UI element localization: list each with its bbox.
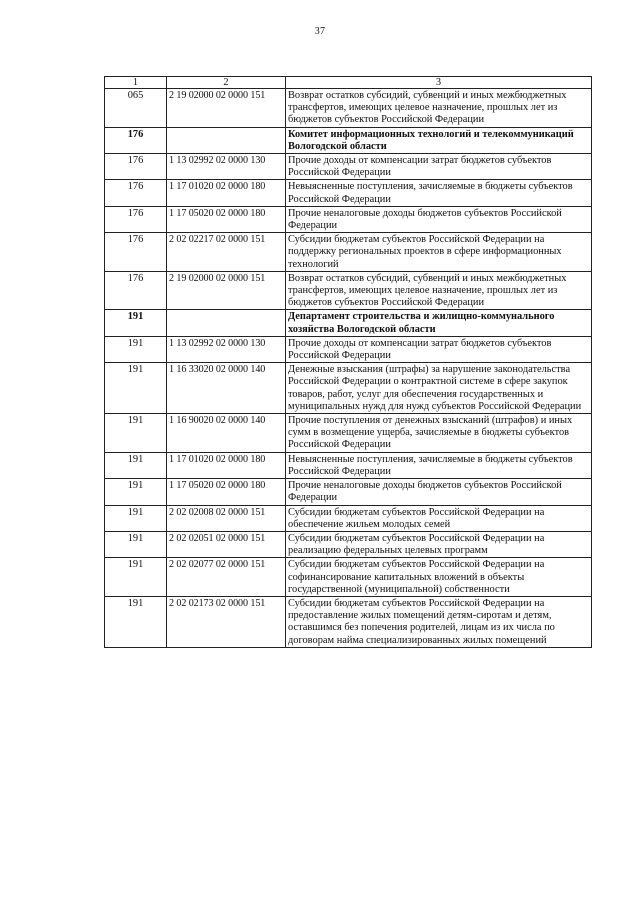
table-row [105,596,592,647]
admin-code-cell: 191 [105,596,167,647]
budget-code-cell: 2 02 02051 02 0000 151 [167,531,286,557]
table-row [105,505,592,531]
admin-code-cell: 191 [105,310,167,336]
revenue-name-cell: Прочие доходы от компенсации затрат бюджетов субъектов Российской Федерации [286,154,592,180]
admin-code-cell: 176 [105,154,167,180]
admin-code-cell: 176 [105,271,167,310]
revenue-name-cell: Прочие поступления от денежных взысканий (штрафов) и иных сумм в возмещение ущерба, зачисляемые в бюджеты субъектов Российской Федерации [286,414,592,453]
budget-code-cell: 1 13 02992 02 0000 130 [167,154,286,180]
column-header-3: 3 [286,77,592,89]
admin-code-cell: 191 [105,531,167,557]
admin-code-cell: 191 [105,414,167,453]
budget-code-cell [167,310,286,336]
revenue-name-cell: Комитет информационных технологий и телекоммуникаций Вологодской области [286,127,592,153]
admin-code-cell: 176 [105,206,167,232]
revenue-name-cell: Невыясненные поступления, зачисляемые в бюджеты субъектов Российской Федерации [286,452,592,478]
page-number: 37 [314,26,326,37]
budget-code-cell: 2 02 02217 02 0000 151 [167,233,286,272]
budget-code-cell: 2 19 02000 02 0000 151 [167,89,286,128]
revenue-name-cell: Прочие неналоговые доходы бюджетов субъектов Российской Федерации [286,206,592,232]
budget-code-cell: 1 17 01020 02 0000 180 [167,452,286,478]
table-row [105,233,592,272]
revenue-name-cell: Субсидии бюджетам субъектов Российской Федерации на софинансирование капитальных вложений в объекты государственной (муниципальной) собственности [286,558,592,597]
budget-code-cell: 1 17 05020 02 0000 180 [167,206,286,232]
budget-code-cell: 2 02 02077 02 0000 151 [167,558,286,597]
budget-code-cell: 2 02 02173 02 0000 151 [167,596,286,647]
column-header-2: 2 [167,77,286,89]
revenue-name-cell: Прочие доходы от компенсации затрат бюджетов субъектов Российской Федерации [286,336,592,362]
revenue-name-cell: Возврат остатков субсидий, субвенций и иных межбюджетных трансфертов, имеющих целевое назначение, прошлых лет из бюджетов субъектов Российской Федерации [286,89,592,128]
budget-code-cell: 1 16 90020 02 0000 140 [167,414,286,453]
revenue-name-cell: Невыясненные поступления, зачисляемые в бюджеты субъектов Российской Федерации [286,180,592,206]
budget-code-cell: 1 13 02992 02 0000 130 [167,336,286,362]
budget-code-cell: 2 02 02008 02 0000 151 [167,505,286,531]
budget-code-cell: 2 19 02000 02 0000 151 [167,271,286,310]
budget-code-cell: 1 16 33020 02 0000 140 [167,363,286,414]
table-row [105,271,592,310]
revenue-name-cell: Субсидии бюджетам субъектов Российской Федерации на предоставление жилых помещений детям-сиротам и детям, оставшимся без попечения родителей, лицам из их числа по договорам найма специализированных жилых помещений [286,596,592,647]
admin-code-cell: 191 [105,363,167,414]
revenue-name-cell: Возврат остатков субсидий, субвенций и иных межбюджетных трансфертов, имеющих целевое назначение, прошлых лет из бюджетов субъектов Российской Федерации [286,271,592,310]
section-row [105,310,592,336]
table-header-row [105,77,592,89]
admin-code-cell: 176 [105,127,167,153]
admin-code-cell: 191 [105,479,167,505]
table-body [105,89,592,648]
table-row [105,479,592,505]
admin-code-cell: 176 [105,233,167,272]
revenue-name-cell: Денежные взыскания (штрафы) за нарушение законодательства Российской Федерации о контрактной системе в сфере закупок товаров, работ, услуг для обеспечения государственных и муниципальных нужд для нужд субъектов Российской Федерации [286,363,592,414]
revenue-name-cell: Субсидии бюджетам субъектов Российской Федерации на реализацию федеральных целевых программ [286,531,592,557]
revenue-name-cell: Департамент строительства и жилищно-коммунального хозяйства Вологодской области [286,310,592,336]
table-row [105,180,592,206]
admin-code-cell: 191 [105,558,167,597]
table-row [105,558,592,597]
table-row [105,154,592,180]
table-row [105,89,592,128]
budget-code-cell: 1 17 01020 02 0000 180 [167,180,286,206]
revenue-classification-table [104,76,592,648]
revenue-name-cell: Субсидии бюджетам субъектов Российской Федерации на поддержку региональных проектов в сфере информационных технологий [286,233,592,272]
table-row [105,336,592,362]
revenue-name-cell: Субсидии бюджетам субъектов Российской Федерации на обеспечение жильем молодых семей [286,505,592,531]
revenue-name-cell: Прочие неналоговые доходы бюджетов субъектов Российской Федерации [286,479,592,505]
admin-code-cell: 191 [105,452,167,478]
admin-code-cell: 065 [105,89,167,128]
admin-code-cell: 191 [105,336,167,362]
table-row [105,452,592,478]
column-header-1: 1 [105,77,167,89]
table-row [105,531,592,557]
section-row [105,127,592,153]
table-row [105,206,592,232]
table-row [105,414,592,453]
budget-code-cell [167,127,286,153]
admin-code-cell: 191 [105,505,167,531]
budget-code-cell: 1 17 05020 02 0000 180 [167,479,286,505]
admin-code-cell: 176 [105,180,167,206]
table-row [105,363,592,414]
